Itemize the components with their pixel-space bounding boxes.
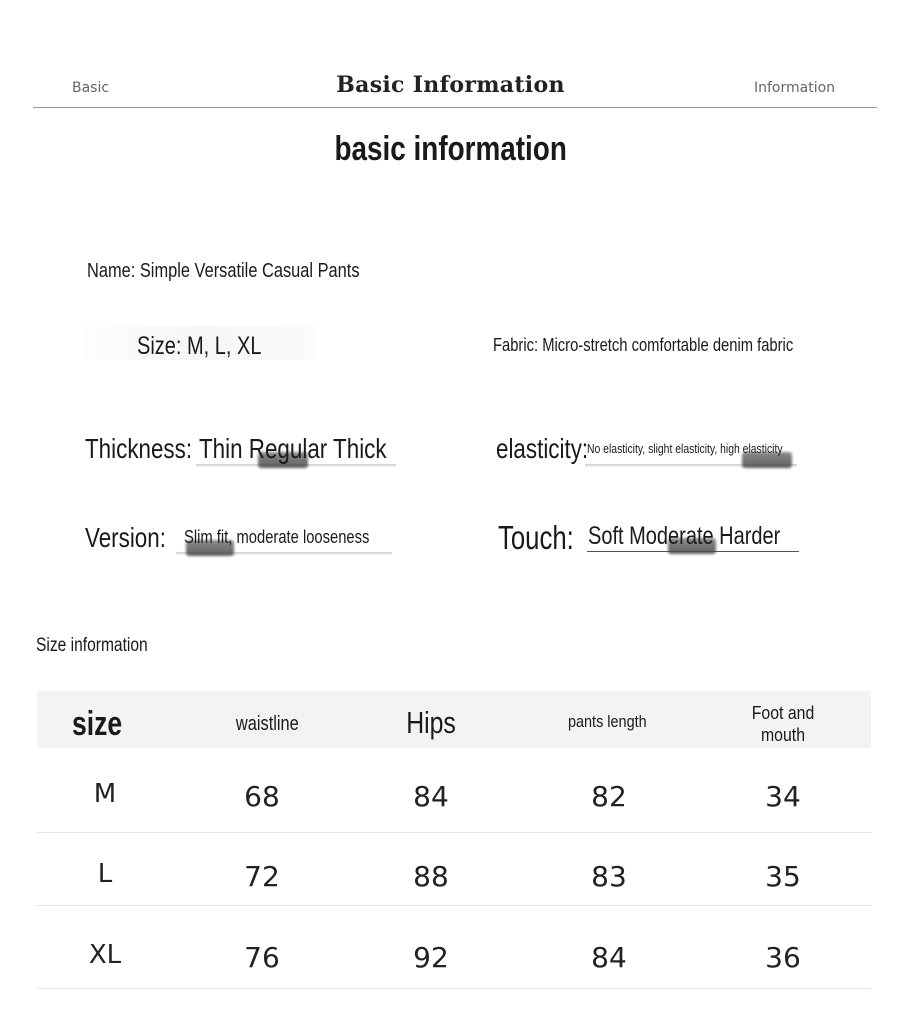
header-right-label: Information: [754, 80, 836, 96]
cell-size-l: L: [97, 859, 113, 889]
spec-name: Name: Simple Versatile Casual Pants: [87, 260, 360, 282]
spec-elasticity-options: No elasticity, slight elasticity, high elasticity: [587, 441, 783, 456]
cell-hips-l: 88: [413, 860, 449, 893]
spec-size: Size: M, L, XL: [137, 332, 262, 360]
cell-waist-xl: 76: [244, 941, 280, 974]
header-size: [64, 705, 144, 744]
header-title: Basic Information: [336, 72, 565, 98]
size-table-header: [37, 691, 871, 748]
header-waistline: [207, 713, 327, 736]
cell-waist-l: 72: [244, 860, 280, 893]
header-hips: [381, 705, 481, 741]
cell-hips-xl: 92: [413, 941, 449, 974]
spec-touch-label: Touch:: [498, 519, 574, 556]
header-pants-length: [542, 712, 672, 732]
header-hips-text: Hips: [406, 705, 456, 740]
header-left-label: Basic: [72, 80, 110, 96]
row-divider-2: [37, 905, 871, 906]
spec-fabric: Fabric: Micro-stretch comfortable denim fabric: [493, 335, 794, 355]
header-waistline-text: waistline: [235, 713, 299, 735]
spec-touch-options: Soft Moderate Harder: [588, 522, 781, 550]
header-foot-mouth-text: Foot and mouth: [751, 703, 815, 745]
spec-version-options: Slim fit, moderate looseness: [184, 527, 370, 547]
cell-foot-m: 34: [765, 780, 801, 813]
size-info-title: Size information: [36, 635, 148, 656]
spec-version-label: Version:: [85, 522, 166, 553]
cell-length-l: 83: [591, 860, 627, 893]
cell-size-xl: XL: [88, 940, 122, 970]
section-title-text: basic information: [334, 130, 567, 168]
header-foot-mouth: [743, 702, 823, 746]
header-pants-length-text: pants length: [567, 712, 647, 731]
cell-size-m: M: [93, 779, 117, 809]
spec-thickness-options: Thin Regular Thick: [199, 433, 387, 464]
cell-hips-m: 84: [413, 780, 449, 813]
row-divider-1: [37, 832, 871, 833]
cell-length-m: 82: [591, 780, 627, 813]
header-divider: [33, 107, 877, 108]
cell-foot-l: 35: [765, 860, 801, 893]
cell-foot-xl: 36: [765, 941, 801, 974]
cell-length-xl: 84: [591, 941, 627, 974]
spec-thickness-label: Thickness:: [85, 433, 193, 464]
row-divider-3: [37, 988, 871, 989]
cell-waist-m: 68: [244, 780, 280, 813]
header-size-text: size: [71, 705, 122, 743]
spec-elasticity-label: elasticity:: [496, 433, 589, 464]
section-title: [0, 130, 901, 169]
